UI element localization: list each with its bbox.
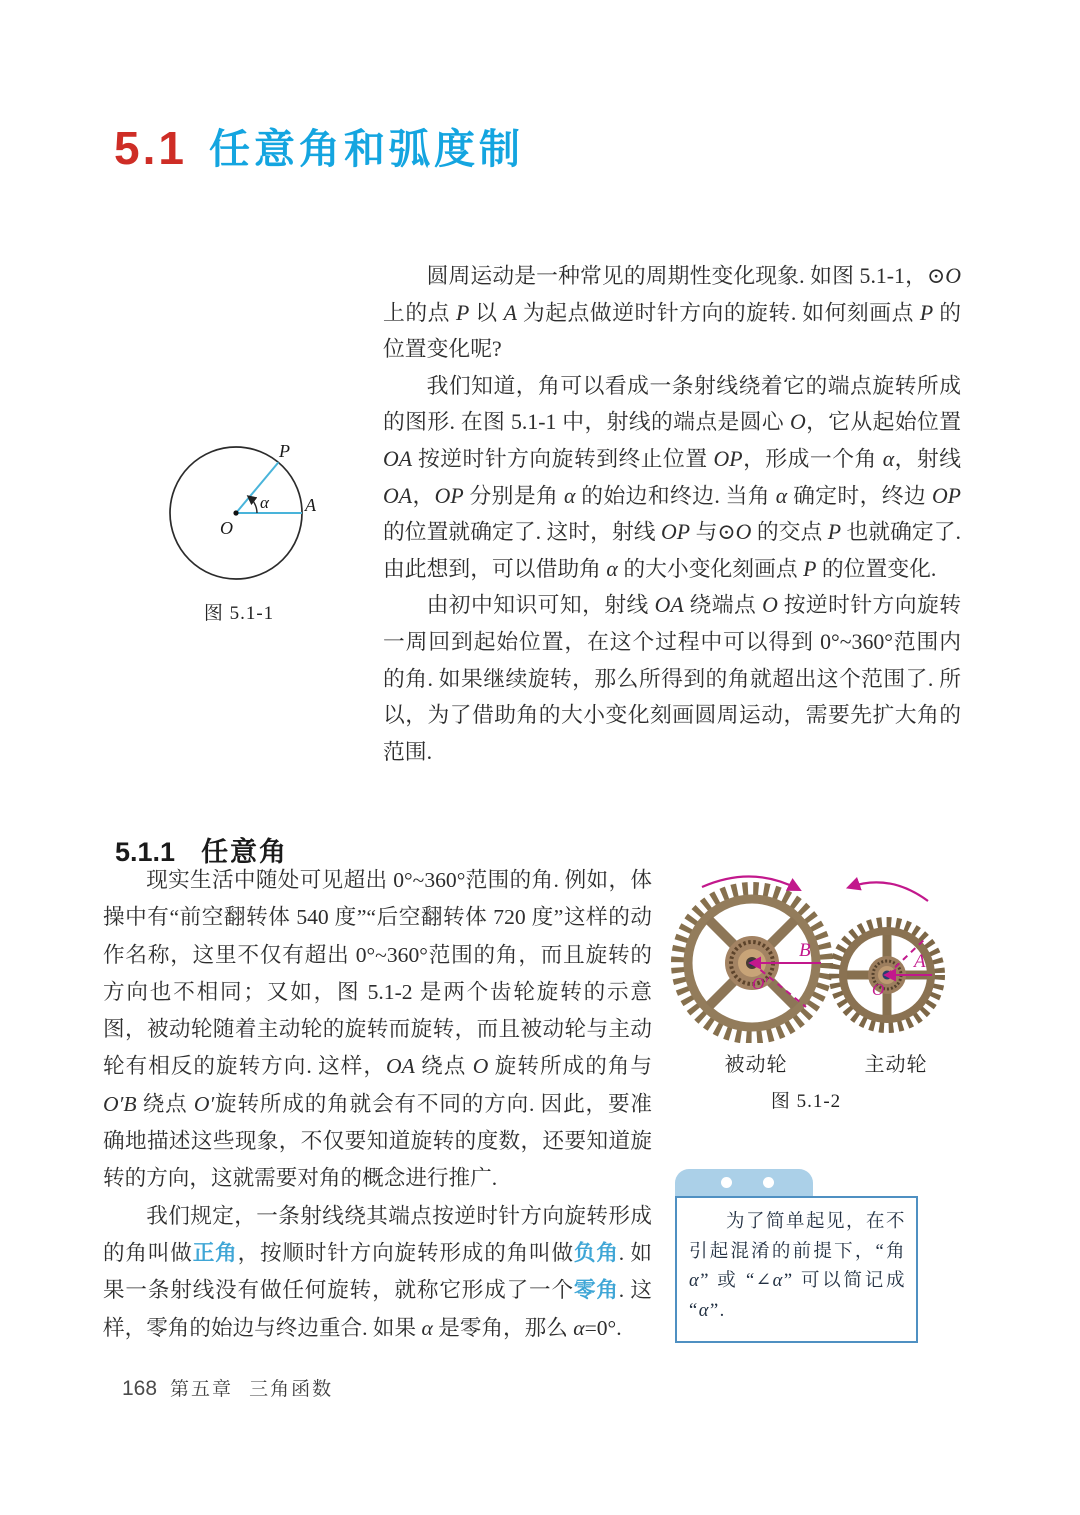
body-paragraph-2: 我们规定，一条射线绕其端点按逆时针方向旋转形成的角叫做正角，按顺时针方向旋转形成的角叫做负角. 如果一条射线没有做任何旋转，就称它形成了一个零角. 这样，零角的始边与终边重合. 如果 α 是零角，那么 α=0°.	[103, 1203, 652, 1340]
angle-arc-arrow-icon	[249, 497, 257, 513]
figure-gears-photo	[666, 861, 996, 1043]
note-tab-hole-icon	[721, 1177, 732, 1188]
chapter-title-number: 5.1	[114, 122, 187, 174]
ray-op	[236, 462, 278, 513]
note-card-tab	[675, 1169, 813, 1197]
note-text: 为了简单起见，在不引起混淆的前提下，“角 α” 或 “∠α” 可以简记成 “α”.	[689, 1212, 907, 1321]
body-text-block	[103, 862, 652, 1347]
figure1-caption: 图 5.1-1	[203, 603, 275, 624]
driven-wheel-label: 被动轮	[724, 1054, 788, 1076]
gear-center-label-o-prime: O′	[752, 974, 768, 993]
footer-book-label: 三角函数	[249, 1379, 334, 1400]
page-number: 168	[122, 1377, 158, 1400]
angle-label-alpha: α	[260, 493, 269, 512]
intro-text-block	[383, 258, 961, 770]
footer-chapter-label: 第五章	[170, 1379, 234, 1400]
chapter-title	[114, 116, 524, 175]
page-footer	[122, 1374, 333, 1401]
intro-paragraph-3: 由初中知识可知，射线 OA 绕端点 O 按逆时针方向旋转一周回到起始位置，在这个过程中可以得到 0°~360°范围内的角. 如果继续旋转，那么所得到的角就超出这个范围了. 所以，为了借助角的大小变化刻画圆周运动，需要先扩大角的范围.	[383, 593, 962, 764]
note-tab-hole-icon	[763, 1177, 774, 1188]
point-label-p: P	[279, 441, 290, 461]
gear-center-label-o: O	[872, 980, 885, 999]
intro-paragraph-2: 我们知道，角可以看成一条射线绕着它的端点旋转所成的图形. 在图 5.1-1 中，射线的端点是圆心 O，它从起始位置 OA 按逆时针方向旋转到终止位置 OP，形成一个角 α，射线 OA，OP 分别是角 α 的始边和终边. 当角 α 确定时，终边 OP 的位置就确定了. 这时，射线 OP 与⊙O 的交点 P 也就确定了. 由此想到，可以借助角 α 的大小变化刻画点 P 的位置变化.	[383, 373, 961, 581]
point-label-a: A	[305, 495, 316, 515]
note-card	[675, 1196, 918, 1343]
rotation-arrow-clockwise-icon	[702, 876, 798, 889]
figure2-caption: 图 5.1-2	[770, 1091, 842, 1112]
body-paragraph-1: 现实生活中随处可见超出 0°~360°范围的角. 例如，体操中有“前空翻转体 540 度”“后空翻转体 720 度”这样的动作名称，这里不仅有超出 0°~360°范围的角，而且旋转的方向也不相同；又如，图 5.1-2 是两个齿轮旋转的示意图，被动轮随着主动轮的旋转而旋转，而且被动轮与主动轮有相反的旋转方向. 这样，OA 绕点 O 旋转所成的角与 O′B 绕点 O′旋转所成的角就会有不同的方向. 因此，要准确地描述这些现象，不仅要知道旋转的度数，还要知道旋转的方向，这就需要对角的概念进行推广.	[103, 868, 652, 1191]
gear-point-label-a: A	[914, 951, 926, 972]
rotation-arrow-counterclockwise-icon	[850, 882, 928, 901]
section-number: 5.1.1	[115, 837, 176, 867]
chapter-title-text: 任意角和弧度制	[208, 126, 524, 172]
section-title: 任意角	[201, 837, 289, 867]
gear-point-label-b: B	[799, 940, 811, 961]
center-point-o	[233, 510, 238, 515]
point-label-o: O	[220, 518, 233, 538]
intro-paragraph-1: 圆周运动是一种常见的周期性变化现象. 如图 5.1-1，⊙O 上的点 P 以 A 为起点做逆时针方向的旋转. 如何刻画点 P 的位置变化呢?	[383, 264, 961, 362]
figure-circle-diagram	[160, 435, 318, 590]
driving-wheel-label: 主动轮	[864, 1054, 928, 1076]
